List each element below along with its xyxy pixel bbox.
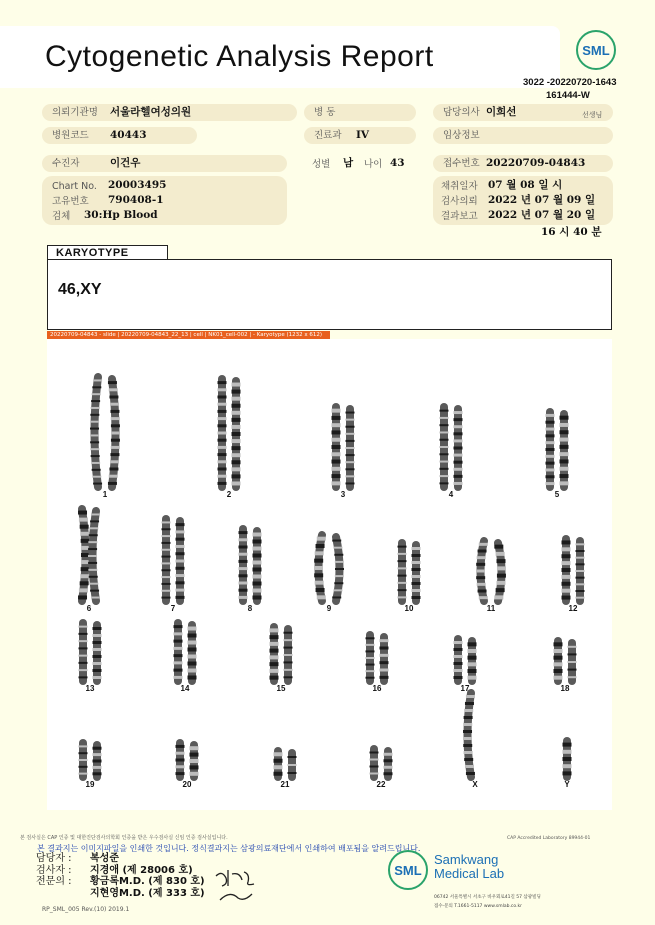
report-number-line1: 3022 -20220720-1643: [523, 77, 617, 88]
age-value: 43: [390, 157, 405, 169]
accreditation-disclaimer: 본 검사실은 CAP 인증 및 대한진단검사의학회 인증을 받은 우수검사실 신임 인증 검사실입니다.: [20, 835, 228, 841]
chromosome-pair: [90, 377, 120, 487]
chromosome-pair: [218, 379, 241, 487]
chromosome-label: X: [472, 780, 478, 789]
dept-pill: 진료과: [304, 127, 416, 144]
chromosome-label: 11: [486, 604, 496, 613]
chromosome-label: 6: [86, 604, 92, 613]
chromosome-pair: [554, 641, 577, 681]
chromosome-pair: [476, 541, 506, 601]
samkwang-logo-icon: SML: [388, 850, 428, 890]
chromosome-label: Y: [564, 780, 570, 789]
collect-value: 07 월 08 일 시: [488, 179, 563, 191]
staff-role-3: 전문의 :: [36, 876, 72, 887]
sml-logo-icon: SML: [576, 30, 616, 70]
id-label: 고유번호: [52, 196, 89, 207]
chromosome-pair: [440, 407, 463, 487]
chromosome-label: 21: [280, 780, 290, 789]
chart-label: Chart No.: [52, 181, 97, 192]
hospital-code-value: 40443: [110, 129, 147, 141]
chromosome-pair: [366, 635, 389, 681]
chromosome-label: 15: [276, 684, 286, 693]
chromosome-label: 22: [376, 780, 386, 789]
chromosome-pair: [332, 407, 355, 487]
staff-names: [90, 853, 205, 899]
karyogram-caption: 20220709-04843 - slide | 20220709-04843_22_13 | cell | NK01_cell-002 | - Karyotype (1232 x 612): [50, 332, 323, 338]
chromosome-pair: [174, 623, 197, 681]
lab-address: 06742 서울특별시 서초구 바우뫼로41길 57 삼광빌딩: [434, 895, 541, 900]
receipt-value: 20220709-04843: [486, 157, 586, 169]
chromosome-label: 2: [226, 490, 232, 499]
chromosome-pair: [79, 623, 102, 681]
doctor-value: 이희선: [486, 106, 517, 118]
institution-pill: 의뢰기관명: [42, 104, 297, 121]
institution-value: 서울라헬여성의원: [110, 106, 192, 118]
chromosome-pair: [162, 519, 185, 601]
staff-name-2: 지경애 (제 28006 호): [90, 864, 193, 876]
age-label: 나이: [364, 159, 383, 170]
chromosome-label: 1: [102, 490, 108, 499]
chart-value: 20003495: [108, 179, 167, 191]
chromosome-label: 10: [404, 604, 414, 613]
lab-name: [434, 853, 504, 881]
id-value: 790408-1: [108, 194, 164, 206]
karyotype-result-box: [47, 259, 612, 330]
chromosome-label: 9: [326, 604, 332, 613]
staff-role-1: 담당자 :: [36, 853, 72, 864]
karyotype-value: 46,XY: [58, 281, 102, 298]
chromosome-pair: [370, 749, 393, 777]
patient-pill: 수진자: [42, 155, 287, 172]
lab-contact: 접수·문의 T.1661-5117 www.smlab.co.kr: [434, 904, 522, 909]
chromosome-label: 12: [568, 604, 578, 613]
receipt-pill: 접수번호: [433, 155, 613, 172]
staff-name-4: 지현영M.D. (제 333 호): [90, 887, 205, 899]
staff-name-1: 복성준: [90, 853, 119, 864]
chromosome-label: 20: [182, 780, 192, 789]
specimen-label: 검체: [52, 211, 71, 222]
karyogram-image: [47, 339, 612, 810]
doctor-suffix: 선생님: [582, 111, 603, 119]
ward-pill: 병 동: [304, 104, 416, 121]
chromosome-pair: [314, 535, 344, 601]
signature-image: [212, 866, 262, 906]
result-value: 2022 년 07 월 20 일: [488, 209, 596, 221]
chromosome-label: 8: [247, 604, 253, 613]
chromosome-pair: [274, 751, 297, 777]
chromosome-pair: [176, 743, 199, 777]
doctor-pill: 담당의사: [433, 104, 613, 121]
staff-name-3: 황금록M.D. (제 830 호): [90, 876, 205, 887]
clinical-info-pill: 임상정보: [433, 127, 613, 144]
request-label: 검사의뢰: [441, 196, 478, 207]
chromosome-label: 5: [554, 490, 560, 499]
collect-label: 채취일자: [441, 181, 478, 192]
result-time: 16 시 40 분: [541, 226, 602, 238]
chromosome-pair: [454, 639, 477, 681]
lab-name-line1: Samkwang: [434, 852, 499, 867]
chromosome-pair: [398, 543, 421, 601]
staff-roles: [36, 853, 72, 888]
karyogram-panel: [47, 339, 612, 810]
chromosome-label: 17: [460, 684, 470, 693]
result-label: 결과보고: [441, 211, 478, 222]
chromosome-label: 4: [448, 490, 454, 499]
cap-accreditation: CAP Accredited Laboratory 89944-01: [507, 836, 591, 841]
chromosome-pair: [239, 529, 262, 601]
chromosome-pair: [463, 693, 475, 777]
dept-value: IV: [356, 129, 370, 141]
chromosome-pair: [270, 627, 293, 681]
chromosome-pair: [563, 741, 572, 777]
chromosome-pair: [562, 539, 585, 601]
chromosome-label: 3: [340, 490, 346, 499]
patient-value: 이건우: [110, 157, 141, 169]
chromosome-label: 16: [372, 684, 382, 693]
chromosome-label: 13: [85, 684, 95, 693]
form-code: RP_SML_005 Rev.(10) 2019.1: [42, 906, 130, 913]
lab-name-line2: Medical Lab: [434, 866, 505, 881]
hospital-code-pill: 병원코드: [42, 127, 197, 144]
specimen-value: 30:Hp Blood: [84, 209, 158, 221]
chromosome-label: 14: [180, 684, 190, 693]
chromosome-pair: [78, 509, 100, 601]
chromosome-label: 7: [170, 604, 176, 613]
report-title: Cytogenetic Analysis Report: [45, 40, 434, 73]
print-notice: 본 결과지는 이미지파일을 인쇄한 것입니다. 정식결과지는 삼광의료재단에서 인쇄하여 배포됨을 알려드립니다.: [37, 844, 421, 853]
report-number-line2: 161444-W: [546, 90, 590, 101]
staff-role-2: 검사자 :: [36, 864, 72, 876]
chromosome-pair: [546, 412, 569, 487]
sex-label: 성별: [312, 159, 331, 170]
chromosome-label: 19: [85, 780, 95, 789]
sex-value: 남: [343, 157, 354, 169]
chromosome-pair: [79, 743, 102, 777]
request-value: 2022 년 07 월 09 일: [488, 194, 596, 206]
chromosome-label: 18: [560, 684, 570, 693]
karyotype-label: KARYOTYPE: [47, 245, 168, 259]
